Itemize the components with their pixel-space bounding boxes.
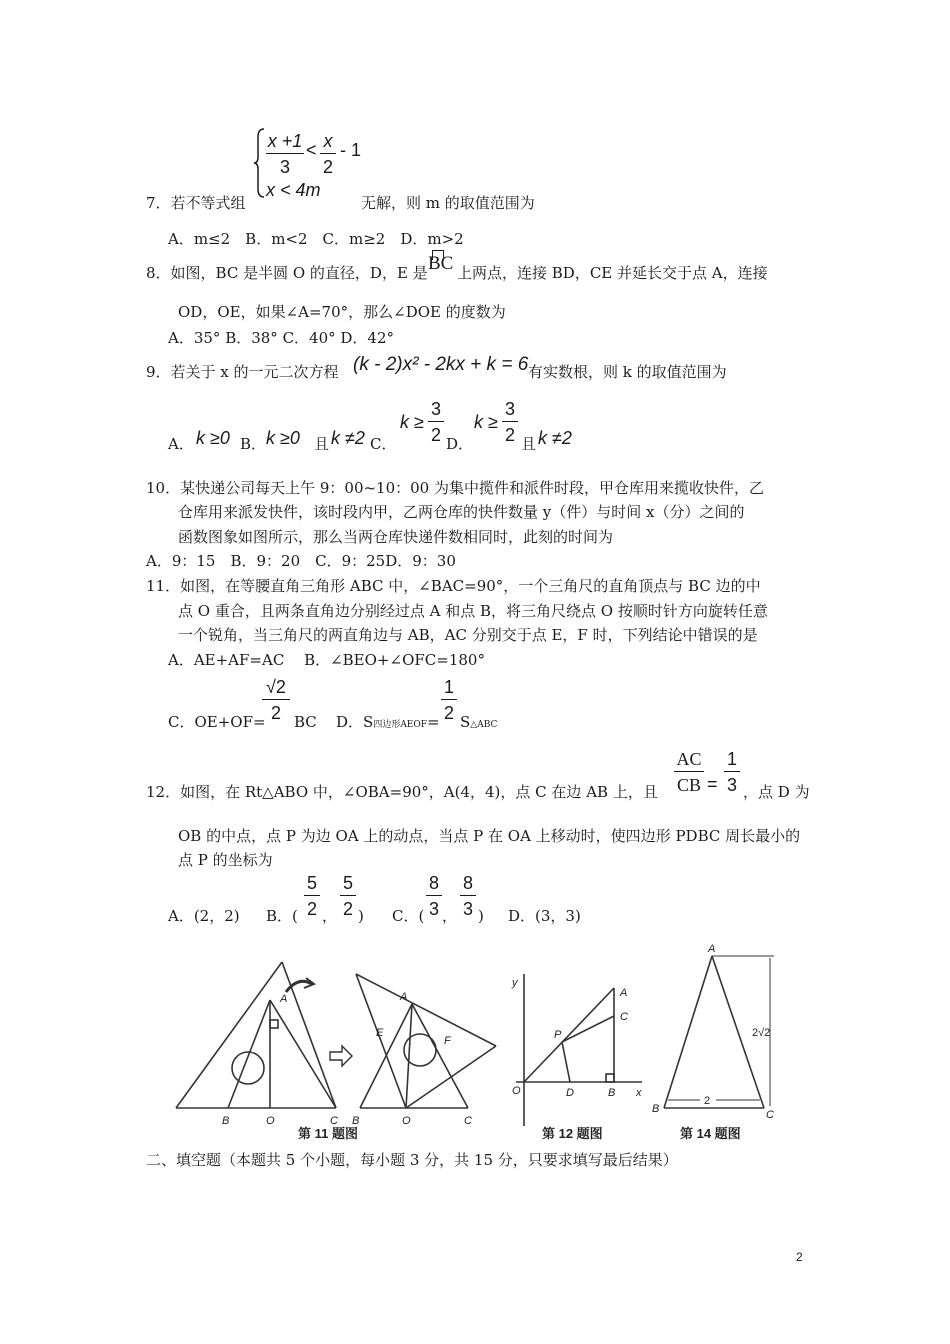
q9-opt-a: k ≥0: [196, 428, 230, 448]
q11-opt-c-tail: BC: [294, 713, 317, 731]
fig14-label-A: A: [708, 943, 716, 955]
q12-opt-a: A．(2，2): [168, 907, 240, 925]
q12-line3: 点 P 的坐标为: [178, 851, 273, 869]
q11-opt-d-tail-sub: △ABC: [470, 720, 498, 730]
q9-opt-a-label: A．: [168, 435, 194, 453]
q8-options: A．35° B．38° C．40° D．42°: [168, 329, 395, 347]
q8-arc-mark: [432, 250, 444, 260]
q12-line1: 12．如图，在 Rt△ABO 中，∠OBA=90°，A(4，4)，点 C 在边 AB 上，且: [146, 783, 658, 801]
q7-system-brace: [254, 127, 266, 199]
q8-line2: OD，OE，如果∠A=70°，那么∠DOE 的度数为: [178, 303, 506, 321]
fig12-label-x: x: [636, 1087, 642, 1099]
q9-opt-c-lhs: k ≥: [400, 412, 424, 432]
fig11r-label-E: E: [376, 1027, 384, 1039]
q9-equation: (k - 2)x² - 2kx + k = 6: [353, 354, 529, 375]
q11-line2: 点 O 重合，且两条直角边分别经过点 A 和点 B，将三角尺绕点 O 按顺时针方向旋转任意: [178, 602, 768, 620]
q9-opt-d-ne: k ≠2: [538, 428, 572, 448]
fig12-label-A: A: [620, 987, 628, 999]
q7-ineq1-rhs-fraction: x 2: [320, 130, 336, 178]
q9-opt-b-ne: k ≠2: [331, 428, 365, 448]
fig11-right-diagram: [356, 974, 496, 1108]
q11-opt-c-label: C．OE+OF=: [168, 713, 266, 731]
q9-opt-c-label: C．: [370, 435, 397, 453]
fig11r-label-C: C: [464, 1115, 472, 1127]
fig11r-label-B: B: [352, 1115, 360, 1127]
figures-strip: [0, 940, 950, 1150]
q11-opt-d-label: D．S四边形AEOF=: [336, 713, 440, 731]
fig11r-label-F: F: [444, 1035, 451, 1047]
q12-ratio-fraction: AC CB: [674, 748, 704, 796]
fig12-label-C: C: [620, 1011, 628, 1023]
q9-opt-b-and: 且: [314, 435, 330, 453]
q8-arc-label: BC: [428, 253, 453, 275]
q7-ineq2: x < 4m: [266, 180, 321, 200]
fig12-label-y: y: [512, 977, 518, 989]
q12-line1-tail: ，点 D 为: [743, 783, 810, 801]
q9-opt-d-label: D．: [446, 435, 474, 453]
fig11-label-B: B: [222, 1115, 230, 1127]
q11-opt-d-tail: S△ABC: [460, 713, 498, 731]
q9-opt-b-label: B．: [240, 435, 267, 453]
fig12-label-O: O: [512, 1085, 521, 1097]
q12-opt-b-frac1: 5 2: [304, 872, 320, 920]
q12-opt-b-label: B．(: [266, 907, 298, 925]
q12-opt-b-comma: ，: [322, 907, 338, 925]
fig14-caption: 第 14 题图: [680, 1126, 741, 1141]
q12-opt-b-close: ): [358, 907, 364, 925]
fig14-label-C: C: [766, 1109, 774, 1121]
q12-opt-c-label: C．(: [392, 907, 425, 925]
fig11-label-C: C: [330, 1115, 338, 1127]
fig11-label-O: O: [266, 1115, 275, 1127]
fig14-label-B: B: [652, 1103, 660, 1115]
fig11-caption: 第 11 题图: [298, 1126, 358, 1141]
q11-options-ab: A．AE+AF=AC B．∠BEO+∠OFC=180°: [168, 651, 485, 669]
q9-stem-b: 有实数根，则 k 的取值范围为: [528, 363, 727, 381]
q9-stem-a: 9．若关于 x 的一元二次方程: [146, 363, 339, 381]
q10-line1: 10．某快递公司每天上午 9：00~10：00 为集中揽件和派件时段，甲仓库用来揽收快件，乙: [146, 479, 764, 497]
fig11r-label-O: O: [402, 1115, 411, 1127]
q7-ineq1-tail: - 1: [340, 140, 362, 160]
section2-heading: 二、填空题（本题共 5 个小题，每小题 3 分，共 15 分，只要求填写最后结果）: [146, 1151, 678, 1169]
q7-ineq1-lhs-fraction: x +1 3: [267, 131, 303, 177]
q12-opt-b-frac2: 5 2: [340, 872, 356, 920]
q9-opt-d-fraction: 3 2: [502, 398, 518, 446]
q8-line1-b: 上两点，连接 BD，CE 并延长交于点 A，连接: [457, 264, 768, 282]
fig11r-label-A: A: [400, 991, 408, 1003]
q10-line2: 仓库用来派发快件，该时段内甲，乙两仓库的快件数量 y（件）与时间 x（分）之间的: [178, 503, 745, 521]
q7-stem: 7．若不等式组: [146, 194, 246, 212]
q12-line2: OB 的中点，点 P 为边 OA 上的动点，当点 P 在 OA 上移动时，使四边形 PDBC 周长最小的: [178, 827, 801, 845]
q11-opt-d-fraction: 1 2: [441, 676, 457, 724]
fig12-label-P: P: [554, 1029, 562, 1041]
fig12-caption: 第 12 题图: [542, 1126, 603, 1141]
q9-opt-d-and: 且: [521, 435, 537, 453]
q12-opt-c-comma: ，: [442, 907, 458, 925]
q12-opt-d: D．(3，3): [508, 907, 581, 925]
q12-ratio-eq: =: [707, 774, 718, 794]
fig14-base-label: 2: [704, 1095, 711, 1107]
q9-opt-b: k ≥0: [266, 428, 300, 448]
q10-options: A．9：15 B．9：20 C．9：25D．9：30: [146, 552, 456, 570]
q11-line3: 一个锐角，当三角尺的两直角边与 AB，AC 分别交于点 E，F 时，下列结论中错误的是: [178, 626, 758, 644]
q11-opt-d-sub: 四边形AEOF: [373, 720, 428, 730]
fig11-label-A: A: [280, 993, 288, 1005]
q7-tail: 无解，则 m 的取值范围为: [361, 194, 535, 212]
fig14-height-label: 2√2: [752, 1027, 771, 1039]
q10-line3: 函数图象如图所示，那么当两仓库快递件数相同时，此刻的时间为: [178, 528, 614, 546]
page-number: 2: [796, 1250, 803, 1264]
fig11-left-diagram: [176, 962, 336, 1108]
q12-opt-c-close: ): [478, 907, 484, 925]
q12-opt-c-frac1: 8 3: [426, 872, 442, 920]
q9-opt-d-lhs: k ≥: [474, 412, 498, 432]
q12-opt-c-frac2: 8 3: [460, 872, 476, 920]
q7-ineq1-lt: <: [306, 140, 317, 160]
q8-line1-a: 8．如图，BC 是半圆 O 的直径，D，E 是: [146, 264, 428, 282]
q9-opt-c-fraction: 3 2: [428, 398, 444, 446]
fig12-label-B: B: [608, 1087, 616, 1099]
q11-line1: 11．如图，在等腰直角三角形 ABC 中，∠BAC=90°，一个三角尺的直角顶点与 BC 边的中: [146, 577, 761, 595]
q12-ratio-rhs-fraction: 1 3: [724, 748, 740, 796]
q11-opt-c-fraction: √2 2: [262, 676, 290, 724]
q7-options: A．m≤2 B．m<2 C．m≥2 D．m>2: [168, 230, 464, 248]
fig12-label-D: D: [566, 1087, 574, 1099]
